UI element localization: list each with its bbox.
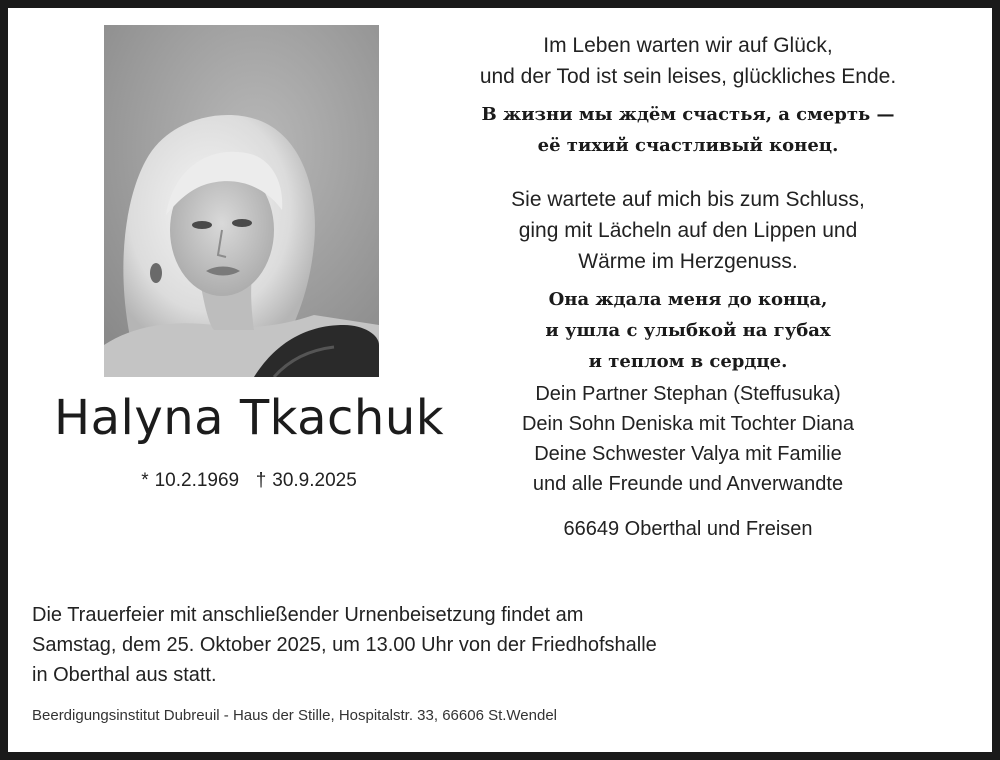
mourner-line: Deine Schwester Valya mit Familie — [534, 443, 842, 465]
ceremony-line: in Oberthal aus statt. — [32, 664, 217, 686]
verse-german-1 — [460, 30, 916, 92]
mourner-line: Dein Partner Stephan (Steffusuka) — [535, 383, 841, 405]
mourners-list — [460, 379, 916, 499]
portrait-photo-icon — [104, 25, 379, 377]
mourner-line: und alle Freunde und Anverwandte — [532, 473, 844, 495]
verse-line: Она ждала меня до конца, — [548, 289, 828, 310]
birth-marker: * — [141, 470, 149, 491]
verse-russian-1 — [460, 99, 916, 161]
verse-line: её тихий счастливый конец. — [537, 135, 839, 156]
portrait-photo — [104, 25, 379, 377]
verse-line: ging mit Lächeln auf den Lippen und — [518, 219, 858, 242]
verse-line: и ушла с улыбкой на губах — [545, 320, 831, 341]
death-date: 30.9.2025 — [272, 470, 357, 491]
ceremony-line: Die Trauerfeier mit anschließender Urnenbeisetzung findet am — [32, 604, 584, 626]
deceased-name: Halyna Tkachuk — [53, 390, 445, 446]
birth-date: 10.2.1969 — [154, 470, 240, 491]
verse-line: Im Leben warten wir auf Glück, — [543, 34, 833, 57]
place-line: 66649 Oberthal und Freisen — [563, 518, 813, 540]
verse-line: Sie wartete auf mich bis zum Schluss, — [511, 188, 865, 211]
verse-line: Wärme im Herzgenuss. — [578, 250, 798, 273]
verse-line: В жизни мы ждём счастья, а смерть — — [481, 104, 895, 125]
verse-german-2 — [460, 184, 916, 277]
ceremony-line: Samstag, dem 25. Oktober 2025, um 13.00 Uhr von der Friedhofshalle — [32, 634, 657, 656]
verse-russian-2 — [460, 284, 916, 377]
verse-line: und der Tod ist sein leises, glückliches Ende. — [479, 65, 897, 88]
life-dates — [28, 470, 470, 492]
text-column — [460, 30, 916, 544]
verse-line: и теплом в сердце. — [588, 351, 788, 372]
death-marker: † — [255, 470, 267, 491]
undertaker-line: Beerdigungsinstitut Dubreuil - Haus der Stille, Hospitalstr. 33, 66606 St.Wendel — [32, 707, 558, 724]
mourner-line: Dein Sohn Deniska mit Tochter Diana — [521, 413, 855, 435]
ceremony-details — [32, 600, 792, 690]
